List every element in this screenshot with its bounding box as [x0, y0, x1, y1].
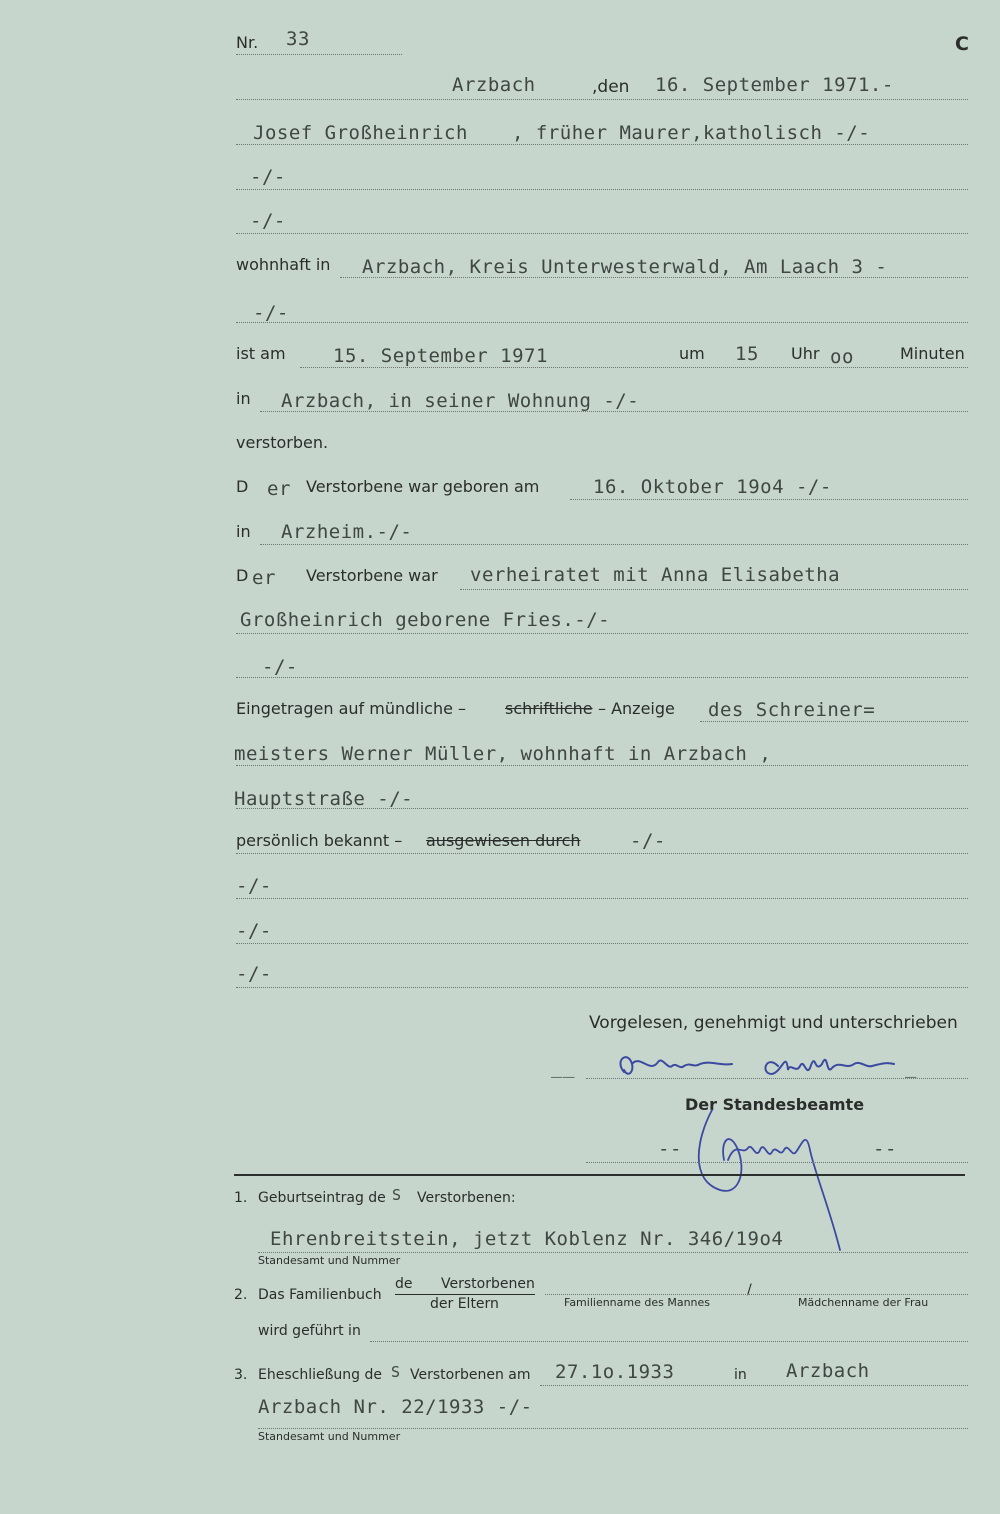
- birth-d-prefix: D: [236, 477, 249, 496]
- signature-dash-right: _: [905, 1056, 917, 1078]
- marital-er-typed: er: [252, 567, 276, 589]
- dotted-line: [236, 189, 968, 190]
- registration-struck: schriftliche: [505, 699, 593, 718]
- official-dash-right: --: [873, 1138, 897, 1160]
- dotted-line: [370, 1341, 968, 1342]
- birth-label: Verstorbene war geboren am: [306, 477, 540, 496]
- dotted-line: [340, 277, 968, 278]
- identification-blank2: -/-: [236, 920, 272, 942]
- dotted-line: [236, 943, 968, 944]
- dotted-line: [236, 765, 968, 766]
- dotted-line: [236, 144, 968, 145]
- marital-value-line2: Großheinrich geborene Fries.-/-: [240, 609, 611, 631]
- note2-slash: /: [747, 1282, 752, 1298]
- note1-value: Ehrenbreitstein, jetzt Koblenz Nr. 346/19o4: [270, 1228, 784, 1250]
- dotted-line: [260, 544, 968, 545]
- dotted-line: [236, 54, 402, 55]
- marital-line3: -/-: [262, 656, 298, 678]
- note1-s: S: [392, 1186, 402, 1204]
- identification-struck: ausgewiesen durch: [426, 831, 581, 850]
- registration-value-line1: des Schreiner=: [708, 699, 876, 721]
- note3-number: 3.: [234, 1367, 248, 1383]
- birth-date: 16. Oktober 19o4 -/-: [593, 476, 832, 498]
- identification-label: persönlich bekannt –: [236, 831, 403, 850]
- dotted-line: [236, 853, 968, 854]
- note2-verstorbenen: Verstorbenen: [441, 1276, 535, 1292]
- note3-in: in: [734, 1367, 747, 1383]
- note2-eltern: der Eltern: [430, 1296, 499, 1312]
- note1-label: Geburtseintrag de: [258, 1190, 386, 1206]
- dotted-line: [236, 322, 968, 323]
- note2-caption-wife: Mädchenname der Frau: [798, 1296, 929, 1309]
- registration-label-a: Eingetragen auf mündliche –: [236, 699, 467, 718]
- dotted-line: [460, 589, 968, 590]
- identification-blank3: -/-: [236, 963, 272, 985]
- registration-value-line3: Hauptstraße -/-: [234, 788, 414, 810]
- note1-number: 1.: [234, 1190, 248, 1206]
- den-label: ,den: [592, 77, 630, 97]
- form-letter: C: [955, 33, 969, 55]
- deceased-name: Josef Großheinrich: [253, 122, 468, 144]
- read-approved-text: Vorgelesen, genehmigt und unterschrieben: [589, 1013, 958, 1033]
- note3-date: 27.1o.1933: [555, 1361, 675, 1383]
- death-place: Arzbach, in seiner Wohnung -/-: [281, 390, 640, 412]
- note1-caption: Standesamt und Nummer: [258, 1254, 401, 1267]
- dotted-line: [236, 677, 968, 678]
- note1-label2: Verstorbenen:: [417, 1190, 516, 1206]
- dotted-line: [540, 1385, 968, 1386]
- note3-caption: Standesamt und Nummer: [258, 1430, 401, 1443]
- official-label: Der Standesbeamte: [685, 1095, 865, 1114]
- birth-place: Arzheim.-/-: [281, 521, 413, 543]
- note3-label: Eheschließung de: [258, 1367, 382, 1383]
- dotted-line: [545, 1294, 968, 1295]
- dotted-line: [586, 1078, 968, 1079]
- note3-s: S: [391, 1363, 401, 1381]
- note2-caption-husband: Familienname des Mannes: [564, 1296, 711, 1309]
- fraction-line: [395, 1294, 535, 1295]
- dotted-line: [258, 1428, 968, 1429]
- identification-value: -/-: [630, 830, 666, 852]
- death-hour: 15: [735, 343, 759, 365]
- official-dash-left: --: [658, 1138, 682, 1160]
- residence-value: Arzbach, Kreis Unterwesterwald, Am Laach 3 -: [362, 256, 888, 278]
- ist-am-label: ist am: [236, 344, 286, 363]
- note2-label: Das Familienbuch: [258, 1287, 382, 1303]
- minuten-label: Minuten: [900, 344, 965, 363]
- residence-label: wohnhaft in: [236, 255, 331, 274]
- signature-dash-left: __: [551, 1056, 575, 1078]
- deceased-line3: -/-: [250, 210, 286, 232]
- dotted-line: [260, 411, 968, 412]
- residence-line2: -/-: [253, 302, 289, 324]
- place: Arzbach: [452, 74, 536, 96]
- note3-value: Arzbach Nr. 22/1933 -/-: [258, 1396, 533, 1418]
- note2-label2: wird geführt in: [258, 1323, 361, 1339]
- identification-blank1: -/-: [236, 875, 272, 897]
- dotted-line: [586, 1162, 968, 1163]
- deceased-details: , früher Maurer,katholisch -/-: [512, 122, 871, 144]
- death-minutes: oo: [830, 346, 854, 368]
- note2-number: 2.: [234, 1287, 248, 1303]
- death-in-label: in: [236, 389, 251, 408]
- registration-value-line2: meisters Werner Müller, wohnhaft in Arzbach ,: [234, 743, 772, 765]
- marital-label: Verstorbene war: [306, 566, 438, 585]
- section-divider: [234, 1174, 965, 1176]
- dotted-line: [258, 1252, 968, 1253]
- nr-label: Nr.: [236, 33, 259, 52]
- registration-label-b: – Anzeige: [598, 699, 675, 718]
- dotted-line: [700, 721, 968, 722]
- document-date: 16. September 1971.-: [655, 74, 894, 96]
- dotted-line: [236, 99, 968, 100]
- dotted-line: [236, 898, 968, 899]
- dotted-line: [570, 499, 968, 500]
- dotted-line: [236, 808, 968, 809]
- dotted-line: [236, 233, 968, 234]
- marital-d-prefix: D: [236, 566, 249, 585]
- verstorben-label: verstorben.: [236, 433, 329, 452]
- deceased-line2: -/-: [250, 166, 286, 188]
- dotted-line: [236, 633, 968, 634]
- note3-place: Arzbach: [786, 1360, 870, 1382]
- note3-label2: Verstorbenen am: [410, 1367, 531, 1383]
- birth-er-typed: er: [267, 478, 291, 500]
- note2-de: de: [395, 1276, 413, 1292]
- uhr-label: Uhr: [791, 344, 820, 363]
- um-label: um: [679, 344, 705, 363]
- dotted-line: [300, 367, 968, 368]
- nr-value: 33: [286, 28, 310, 50]
- death-date: 15. September 1971: [333, 345, 548, 367]
- signature-werner-mueller: [610, 1040, 900, 1090]
- marital-value-line1: verheiratet mit Anna Elisabetha: [470, 564, 841, 586]
- dotted-line: [236, 987, 968, 988]
- birth-in-label: in: [236, 522, 251, 541]
